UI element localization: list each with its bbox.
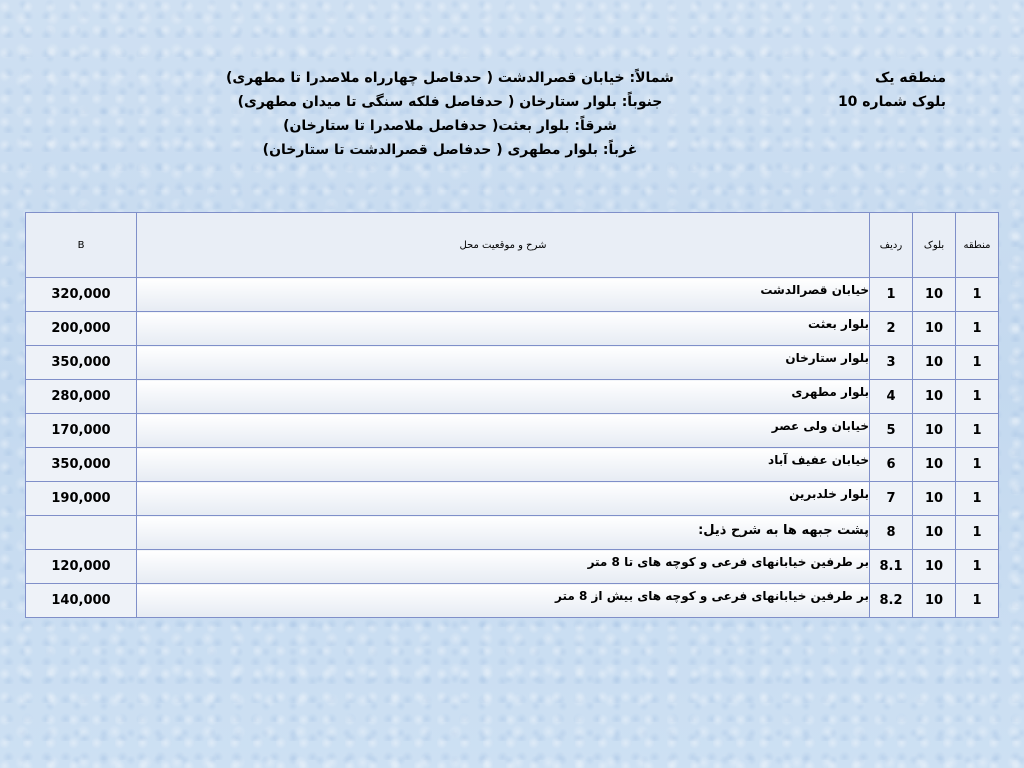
cell-desc-text: خیابان قصرالدشت [760,283,869,297]
cell-zone: 1 [956,584,999,618]
cell-row-number: 7 [870,482,913,516]
cell-desc-text: بلوار مطهری [791,385,869,399]
cell-block: 10 [913,448,956,482]
boundary-west: غرباً: بلوار مطهری ( حدفاصل قصرالدشت تا ستارخان) [262,142,638,158]
cell-price: 190,000 [26,482,137,516]
cell-desc [137,380,870,414]
table-row [26,550,999,584]
cell-zone: 1 [956,414,999,448]
cell-desc-text: خیابان عفیف آباد [768,453,869,467]
cell-desc-text: بر طرفین خیابانهای فرعی و کوچه های تا 8 متر [587,555,869,569]
cell-desc-text: پشت جبهه ها به شرح ذیل: [698,523,869,538]
cell-price: 140,000 [26,584,137,618]
cell-price: 200,000 [26,312,137,346]
cell-zone: 1 [956,380,999,414]
cell-row-number: 1 [870,278,913,312]
cell-desc-text: خیابان ولی عصر [771,419,869,433]
cell-desc [137,448,870,482]
header-block: بلوک [913,213,956,278]
table-row [26,414,999,448]
cell-block: 10 [913,278,956,312]
table-row [26,380,999,414]
cell-row-number: 8.2 [870,584,913,618]
header-zone-block [838,66,946,114]
cell-price: 320,000 [26,278,137,312]
table-header-row [26,213,999,278]
cell-zone: 1 [956,516,999,550]
header-row-number: ردیف [870,213,913,278]
cell-desc-text: بلوار بعثت [807,317,869,331]
table-row [26,516,999,550]
cell-block: 10 [913,550,956,584]
cell-price: 170,000 [26,414,137,448]
cell-price: 280,000 [26,380,137,414]
header-boundaries [200,66,700,162]
cell-price [26,516,137,550]
cell-zone: 1 [956,550,999,584]
table-row [26,482,999,516]
cell-price: 350,000 [26,448,137,482]
cell-row-number: 8.1 [870,550,913,584]
cell-row-number: 4 [870,380,913,414]
cell-block: 10 [913,414,956,448]
zone-title: منطقه یک [874,70,946,86]
cell-zone: 1 [956,312,999,346]
boundary-north: شمالاً: خیابان قصرالدشت ( حدفاصل چهارراه ملاصدرا تا مطهری) [226,70,674,86]
cell-zone: 1 [956,448,999,482]
cell-desc [137,550,870,584]
cell-price: 120,000 [26,550,137,584]
cell-desc [137,516,870,550]
cell-block: 10 [913,346,956,380]
price-table [25,212,999,618]
cell-row-number: 5 [870,414,913,448]
cell-zone: 1 [956,482,999,516]
cell-desc [137,278,870,312]
boundary-east: شرقاً: بلوار بعثت( حدفاصل ملاصدرا تا ستارخان) [283,118,617,134]
table-row [26,584,999,618]
cell-row-number: 8 [870,516,913,550]
cell-desc-text: بلوار ستارخان [785,351,869,365]
cell-desc [137,482,870,516]
cell-zone: 1 [956,346,999,380]
cell-row-number: 6 [870,448,913,482]
table-row [26,278,999,312]
cell-desc [137,312,870,346]
cell-row-number: 2 [870,312,913,346]
cell-block: 10 [913,312,956,346]
cell-block: 10 [913,516,956,550]
cell-zone: 1 [956,278,999,312]
cell-desc [137,414,870,448]
header-desc: شرح و موقعیت محل [137,213,870,278]
boundary-south: جنوباً: بلوار ستارخان ( حدفاصل فلکه سنگی تا میدان مطهری) [237,94,663,110]
header-price: B [26,213,137,278]
table-row [26,448,999,482]
cell-row-number: 3 [870,346,913,380]
table-row [26,346,999,380]
cell-block: 10 [913,380,956,414]
cell-desc-text: بلوار خلدبرین [789,487,869,501]
cell-desc [137,346,870,380]
cell-desc-text: بر طرفین خیابانهای فرعی و کوچه های بیش از 8 متر [555,589,869,603]
cell-price: 350,000 [26,346,137,380]
cell-desc [137,584,870,618]
cell-block: 10 [913,482,956,516]
header-zone: منطقه [956,213,999,278]
cell-block: 10 [913,584,956,618]
table-row [26,312,999,346]
block-title: بلوک شماره 10 [837,94,946,110]
